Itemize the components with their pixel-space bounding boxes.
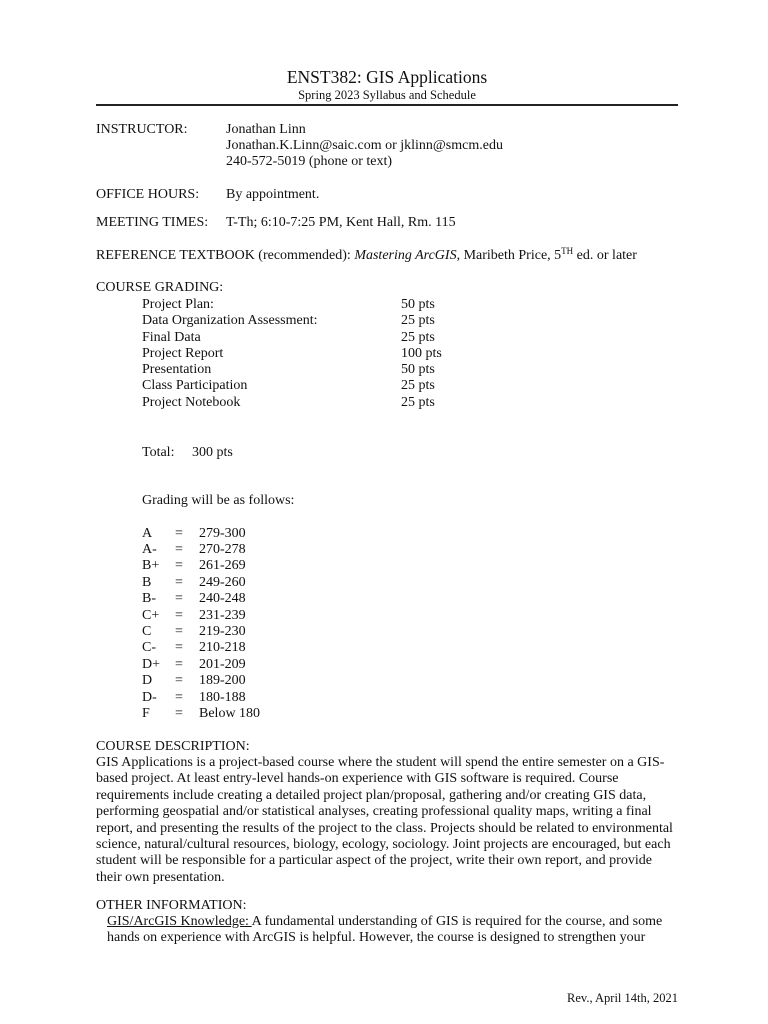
grade-letter: A: [142, 526, 153, 541]
grading-item-pts: 25 pts: [401, 378, 435, 393]
grading-item-name: Class Participation: [142, 378, 248, 393]
gis-knowledge-text: A fundamental understanding of GIS is required for the course, and some hands on experience with ArcGIS is helpful. However, the course is designed to strengthen your: [107, 914, 663, 946]
grade-equals: =: [175, 542, 183, 557]
grade-range: 231-239: [199, 608, 246, 623]
grade-equals: =: [175, 640, 183, 655]
grade-range: 279-300: [199, 526, 246, 541]
grading-item-pts: 50 pts: [401, 362, 435, 377]
grade-range: 219-230: [199, 624, 246, 639]
grade-range: 249-260: [199, 575, 246, 590]
document-title: ENST382: GIS Applications: [286, 67, 488, 87]
grade-letter: A-: [142, 542, 157, 557]
textbook-edition: ed. or later: [573, 248, 637, 263]
grade-letter: B-: [142, 591, 156, 606]
office-hours-value: By appointment.: [226, 187, 320, 202]
grade-equals: =: [175, 706, 183, 721]
textbook-label: REFERENCE TEXTBOOK (recommended):: [96, 248, 351, 263]
grade-equals: =: [175, 690, 183, 705]
grading-item-pts: 50 pts: [401, 297, 435, 312]
title-divider: [96, 104, 678, 106]
grade-range: 201-209: [199, 657, 246, 672]
grading-item-pts: 25 pts: [401, 330, 435, 345]
grade-range: 240-248: [199, 591, 246, 606]
grade-letter: C-: [142, 640, 156, 655]
grade-letter: C: [142, 624, 152, 639]
grade-range: 261-269: [199, 558, 246, 573]
grading-item-name: Project Notebook: [142, 395, 241, 410]
grade-letter: C+: [142, 608, 160, 623]
grading-item-name: Data Organization Assessment:: [142, 313, 318, 328]
grade-range: 189-200: [199, 673, 246, 688]
grade-range: 210-218: [199, 640, 246, 655]
grade-equals: =: [175, 591, 183, 606]
description-label: COURSE DESCRIPTION:: [96, 739, 250, 754]
other-info-label: OTHER INFORMATION:: [96, 898, 247, 913]
grading-item-name: Project Report: [142, 346, 224, 361]
meeting-times-label: MEETING TIMES:: [96, 215, 209, 230]
grading-label: COURSE GRADING:: [96, 280, 224, 295]
document-subtitle: Spring 2023 Syllabus and Schedule: [298, 88, 476, 102]
grade-letter: D: [142, 673, 153, 688]
grading-item-pts: 25 pts: [401, 395, 435, 410]
grade-equals: =: [175, 657, 183, 672]
grade-equals: =: [175, 575, 183, 590]
grading-item-name: Project Plan:: [142, 297, 214, 312]
instructor-label: INSTRUCTOR:: [96, 122, 188, 137]
grading-item-pts: 100 pts: [401, 346, 442, 361]
grading-item-name: Presentation: [142, 362, 212, 377]
grading-item-pts: 25 pts: [401, 313, 435, 328]
textbook-author: , Maribeth Price, 5: [456, 248, 562, 263]
grading-scale-intro: Grading will be as follows:: [142, 493, 295, 508]
total-value: 300 pts: [192, 445, 233, 460]
grade-equals: =: [175, 624, 183, 639]
meeting-times-value: T-Th; 6:10-7:25 PM, Kent Hall, Rm. 115: [226, 215, 456, 230]
grade-equals: =: [175, 608, 183, 623]
textbook-title: Mastering ArcGIS: [354, 248, 457, 263]
revision-date: Rev., April 14th, 2021: [567, 991, 678, 1005]
grade-equals: =: [175, 526, 183, 541]
grade-letter: B+: [142, 558, 160, 573]
instructor-phone: 240-572-5019 (phone or text): [226, 154, 393, 169]
grade-range: Below 180: [199, 706, 261, 721]
grade-letter: D+: [142, 657, 161, 672]
grade-range: 270-278: [199, 542, 246, 557]
grade-equals: =: [175, 558, 183, 573]
other-info-paragraph: [107, 914, 679, 947]
instructor-name: Jonathan Linn: [226, 122, 306, 137]
grading-item-name: Final Data: [142, 330, 201, 345]
description-paragraph: GIS Applications is a project-based course where the student will spend the entire semester on a GIS-based project. At least entry-level hands-on experience with GIS software is required. Course requirements include creating a detailed project plan/proposal, gathering and/or creating GIS data, performing geospatial and/or statistical analyses, creating professional quality maps, writing a final report, and presenting the results of the project to the class. Projects should be related to environmental science, natural/cultural resources, biology, ecology, sociology. Joint projects are encouraged, but each student will be responsible for a particular aspect of the project, write their own report, and provide their own presentation.: [96, 755, 673, 885]
textbook-line: [96, 248, 637, 264]
grade-range: 180-188: [199, 690, 246, 705]
instructor-email: Jonathan.K.Linn@saic.com or jklinn@smcm.edu: [226, 138, 503, 153]
total-label: Total:: [142, 445, 175, 460]
grade-equals: =: [175, 673, 183, 688]
office-hours-label: OFFICE HOURS:: [96, 187, 200, 202]
grade-letter: F: [142, 706, 150, 721]
gis-knowledge-heading: GIS/ArcGIS Knowledge:: [107, 914, 252, 929]
grade-letter: D-: [142, 690, 157, 705]
textbook-edition-sup: TH: [561, 246, 574, 256]
grade-letter: B: [142, 575, 152, 590]
